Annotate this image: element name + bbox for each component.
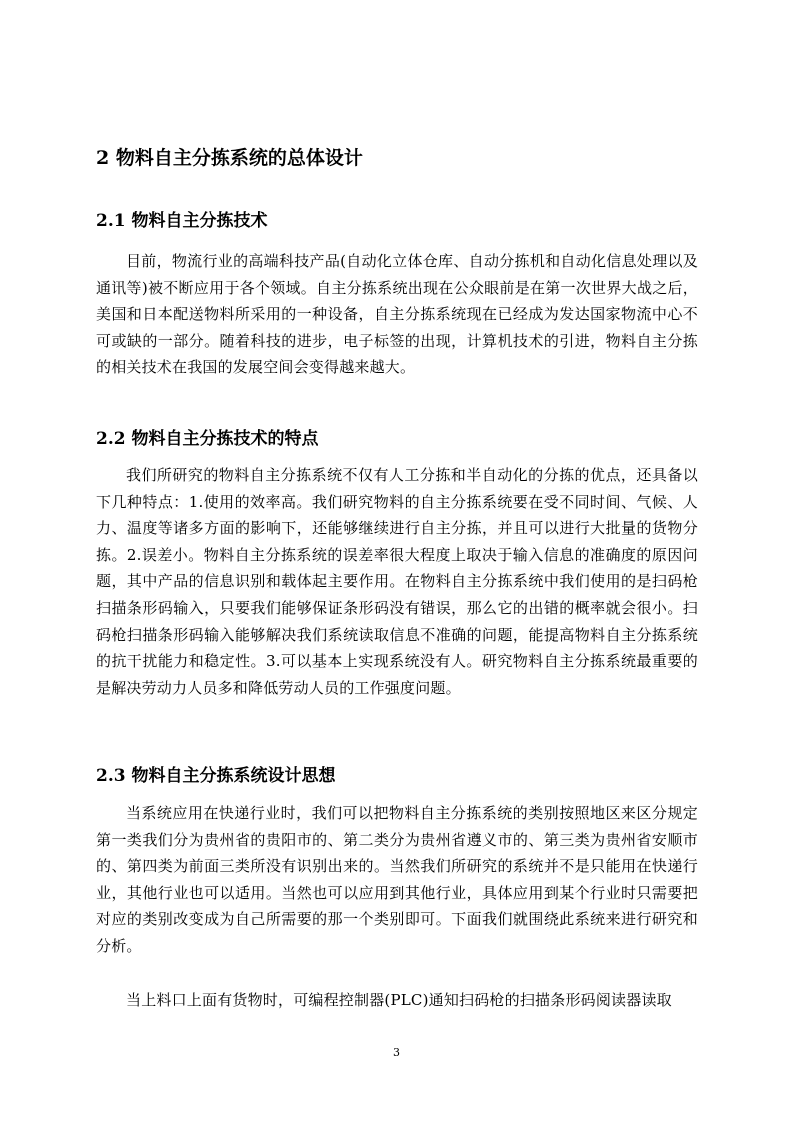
section-heading-2-1: 2.1 物料自主分拣技术 bbox=[96, 211, 268, 231]
paragraph-2-2: 我们所研究的物料自主分拣系统不仅有人工分拣和半自动化的分拣的优点，还具备以下几种特点：1.使用的效率高。我们研究物料的自主分拣系统要在受不同时间、气候、人力、温度等诸多方面的影响下，还能够继续进行自主分拣，并且可以进行大批量的货物分拣。2.误差小。物料自主分拣系统的误差率很大程度上取决于输入信息的准确度的原因问题，其中产品的信息识别和载体起主要作用。在物料自主分拣系统中我们使用的是扫码枪扫描条形码输入，只要我们能够保证条形码没有错误，那么它的出错的概率就会很小。扫码枪扫描条形码输入能够解决我们系统读取信息不准确的问题，能提高物料自主分拣系统的抗干扰能力和稳定性。3.可以基本上实现系统没有人。研究物料自主分拣系统最重要的是解决劳动力人员多和降低劳动人员的工作强度问题。 bbox=[96, 466, 698, 697]
paragraph-2-3-a: 当系统应用在快递行业时，我们可以把物料自主分拣系统的类别按照地区来区分规定第一类我们分为贵州省的贵阳市的、第二类分为贵州省遵义市的、第三类为贵州省安顺市的、第四类为前面三类所没有识别出来的。当然我们所研究的系统并不是只能用在快递行业，其他行业也可以适用。当然也可以应用到其他行业，具体应用到某个行业时只需要把对应的类别改变成为自己所需要的那一个类别即可。下面我们就围绕此系统来进行研究和分析。 bbox=[96, 804, 698, 955]
section-heading-2-3: 2.3 物料自主分拣系统设计思想 bbox=[96, 766, 336, 786]
section-heading-2-2: 2.2 物料自主分拣技术的特点 bbox=[96, 429, 319, 449]
page-number: 3 bbox=[393, 1046, 400, 1059]
paragraph-2-1: 目前，物流行业的高端科技产品(自动化立体仓库、自动分拣机和自动化信息处理以及通讯等)被不断应用于各个领域。自主分拣系统出现在公众眼前是在第一次世界大战之后，美国和日本配送物料所采用的一种设备，自主分拣系统现在已经成为发达国家物流中心不可或缺的一部分。随着科技的进步，电子标签的出现，计算机技术的引进，物料自主分拣的相关技术在我国的发展空间会变得越来越大。 bbox=[96, 252, 698, 377]
chapter-title: 2 物料自主分拣系统的总体设计 bbox=[96, 147, 363, 169]
paragraph-2-3-b: 当上料口上面有货物时，可编程控制器(PLC)通知扫码枪的扫描条形码阅读器读取 bbox=[126, 991, 672, 1009]
